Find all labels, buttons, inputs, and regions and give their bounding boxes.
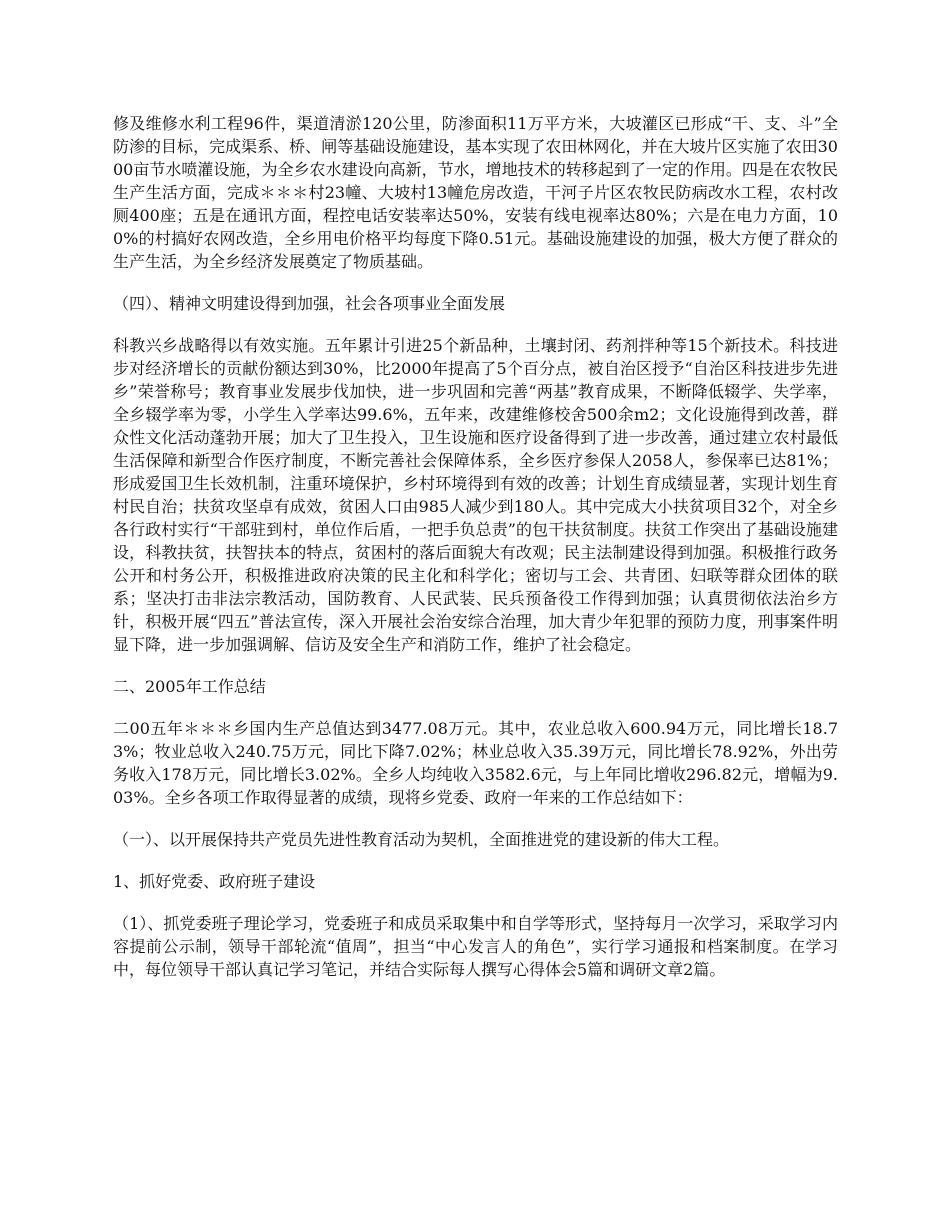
- paragraph-science-education: 科教兴乡战略得以有效实施。五年累计引进25个新品种，土壤封闭、药剂拌种等15个新技术。科技进步对经济增长的贡献份额达到30%，比2000年提高了5个百分点，被自治区授予“自治区科技进步先进乡”荣誉称号；教育事业发展步伐加快，进一步巩固和完善“两基”教育成果，不断降低辍学、失学率，全乡辍学率为零，小学生入学率达99.6%，五年来，改建维修校舍500余m2；文化设施得到改善，群众性文化活动蓬勃开展；加大了卫生投入，卫生设施和医疗设备得到了进一步改善，通过建立农村最低生活保障和新型合作医疗制度，不断完善社会保障体系，全乡医疗参保人2058人，参保率已达81%；形成爱国卫生长效机制，注重环境保护，乡村环境得到有效的改善；计划生育成绩显著，实现计划生育村民自治；扶贫攻坚卓有成效，贫困人口由985人减少到180人。其中完成大小扶贫项目32个，对全乡各行政村实行“干部驻到村，单位作后盾，一把手负总责”的包干扶贫制度。扶贫工作突出了基础设施建设，科教扶贫，扶智扶本的特点，贫困村的落后面貌大有改观；民主法制建设得到加强。积极推行政务公开和村务公开，积极推进政府决策的民主化和科学化；密切与工会、共青团、妇联等群众团体的联系；坚决打击非法宗教活动，国防教育、人民武装、民兵预备役工作得到加强；认真贯彻依法治乡方针，积极开展“四五”普法宣传，深入开展社会治安综合治理，加大青少年犯罪的预防力度，刑事案件明显下降，进一步加强调解、信访及安全生产和消防工作，维护了社会稳定。: [113, 336, 838, 654]
- document-body: [113, 112, 838, 1000]
- paragraph-2005-economy: 二00五年＊＊＊乡国内生产总值达到3477.08万元。其中，农业总收入600.94万元，同比增长18.73%；牧业总收入240.75万元，同比下降7.02%；林业总收入35.39万元，同比增长78.92%，外出劳务收入178万元，同比增长3.02%。全乡人均纯收入3582.6元，与上年同比增收296.82元，增幅为9.03%。全乡各项工作取得显著的成绩，现将乡党委、政府一年来的工作总结如下：: [113, 719, 838, 807]
- paragraph-infrastructure: 修及维修水利工程96件，渠道清淤120公里，防渗面积11万平方米，大坡灌区已形成“干、支、斗”全防渗的目标，完成渠系、桥、闸等基础设施建设，基本实现了农田林网化，并在大坡片区实施了农田3000亩节水喷灌设施，为全乡农水建设向高新，节水，增地技术的转移起到了一定的作用。四是在农牧民生产生活方面，完成＊＊＊村23幢、大坡村13幢危房改造，干河子片区农牧民防病改水工程，农村改厕400座；五是在通讯方面，程控电话安装率达50%，安装有线电视率达80%；六是在电力方面，100%的村搞好农网改造，全乡用电价格平均每度下降0.51元。基础设施建设的加强，极大方便了群众的生产生活，为全乡经济发展奠定了物质基础。: [113, 114, 838, 271]
- subsection-heading-leadership: 1、抓好党委、政府班子建设: [113, 872, 316, 891]
- section-heading-2005-summary: 二、2005年工作总结: [113, 677, 266, 696]
- section-heading-party-building: （一）、以开展保持共产党员先进性教育活动为契机，全面推进党的建设新的伟大工程。: [113, 830, 730, 849]
- section-heading-spiritual-civilization: （四）、精神文明建设得到加强，社会各项事业全面发展: [113, 294, 506, 313]
- paragraph-theory-study: （1）、抓党委班子理论学习，党委班子和成员采取集中和自学等形式，坚持每月一次学习，采取学习内容提前公示制，领导干部轮流“值周”，担当“中心发言人的角色”，实行学习通报和档案制度。在学习中，每位领导干部认真记学习笔记，并结合实际每人撰写心得体会5篇和调研文章2篇。: [113, 914, 838, 979]
